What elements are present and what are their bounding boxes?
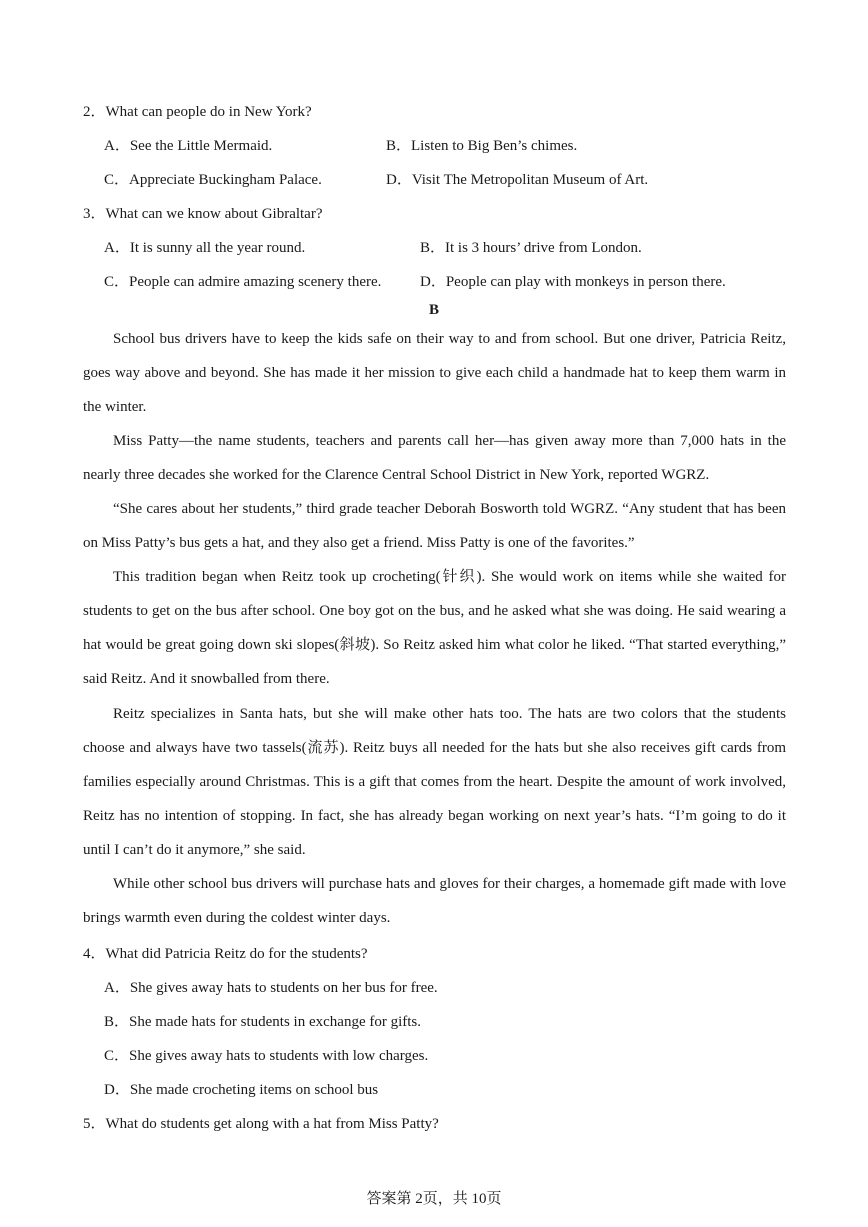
question-3-option-a: A．It is sunny all the year round. [104, 240, 306, 256]
question-3-stem: 3．What can we know about Gibraltar? [83, 206, 323, 222]
question-4-option-a: A．She gives away hats to students on her bus for free. [104, 980, 438, 996]
page-footer: 答案第 2页，共 10页 [366, 1191, 502, 1207]
question-2-option-c: C．Appreciate Buckingham Palace. [104, 172, 322, 188]
question-2-option-d: D．Visit The Metropolitan Museum of Art. [386, 172, 649, 188]
passage-paragraph-6: While other school bus drivers will purchase hats and gloves for their charges, a homemade gift made with love brings warmth even during the coldest winter days. [83, 876, 786, 926]
question-4-option-b: B．She made hats for students in exchange for gifts. [104, 1014, 422, 1030]
passage-paragraph-1: School bus drivers have to keep the kids safe on their way to and from school. But one driver, Patricia Reitz, goes way above and beyond. She has made it her mission to give each child a handmade hat to keep them warm in the winter. [83, 331, 786, 415]
question-4-option-d: D．She made crocheting items on school bus [104, 1082, 379, 1098]
question-2-option-a: A．See the Little Mermaid. [104, 138, 273, 154]
question-2-stem: 2．What can people do in New York? [83, 104, 312, 120]
passage-paragraph-5: Reitz specializes in Santa hats, but she will make other hats too. The hats are two colors that the students choose and always have two tassels(流苏). Reitz buys all needed for the hats but she also receives gift cards from families especially around Christmas. This is a gift that comes from the heart. Despite the amount of work involved, Reitz has no intention of stopping. In fact, she has already began working on next year’s hats. “I’m going to do it until I can’t do it anymore,” she said. [83, 706, 786, 858]
question-4-option-c: C．She gives away hats to students with low charges. [104, 1048, 429, 1064]
question-5-stem: 5．What do students get along with a hat from Miss Patty? [83, 1116, 439, 1132]
question-3-option-d: D．People can play with monkeys in person there. [420, 274, 726, 290]
section-title: B [428, 302, 439, 318]
passage-paragraph-4: This tradition began when Reitz took up crocheting(针织). She would work on items while she waited for students to get on the bus after school. One boy got on the bus, and he asked what she was doing. He said wearing a hat would be great going down ski slopes(斜坡). So Reitz asked him what color he liked. “That started everything,” said Reitz. And it snowballed from there. [83, 569, 786, 687]
question-2-option-b: B．Listen to Big Ben’s chimes. [386, 138, 578, 154]
passage-paragraph-2: Miss Patty—the name students, teachers and parents call her—has given away more than 7,000 hats in the nearly three decades she worked for the Clarence Central School District in New York, reported WGRZ. [83, 433, 786, 483]
question-3-option-c: C．People can admire amazing scenery there. [104, 274, 382, 290]
question-4-stem: 4．What did Patricia Reitz do for the students? [83, 946, 368, 962]
question-3-option-b: B．It is 3 hours’ drive from London. [420, 240, 642, 256]
passage-paragraph-3: “She cares about her students,” third grade teacher Deborah Bosworth told WGRZ. “Any student that has been on Miss Patty’s bus gets a hat, and they also get a friend. Miss Patty is one of the favorites.” [83, 501, 786, 551]
